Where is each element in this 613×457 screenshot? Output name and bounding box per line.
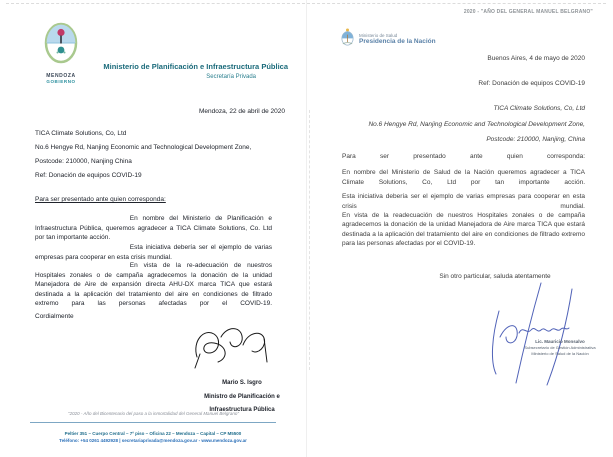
mendoza-logo-region-label: MENDOZA — [46, 73, 76, 79]
left-signer-title-1: Ministro de Planificación e — [204, 393, 280, 400]
right-paragraph-3: En vista de la readecuación de nuestros Hospitales zonales o de campaña agradecemos la donación de la unidad Manejadora de Aire marca TICA que estará destinada a la aplicación del tratamiento del aire en condiciones de filtrado extremo para las personas afectadas por el COVID-19. — [342, 212, 585, 247]
right-ministry-big-label: Presidencia de la Nación — [359, 38, 436, 45]
left-recipient-street: No.6 Hengye Rd, Nanjing Economic and Technological Development Zone, — [35, 144, 252, 151]
right-signer-title-2: Ministerio de Salud de la Nación — [531, 351, 589, 356]
left-ministry-title: Ministerio de Planificación e Infraestructura Pública — [103, 62, 288, 71]
right-year-motto: 2020 - "AÑO DEL GENERAL MANUEL BELGRANO" — [463, 9, 593, 15]
right-ministry-small-label: Ministerio de Salud — [359, 33, 398, 38]
left-paragraph-1: En nombre del Ministerio de Planificación e Infraestructura Pública, queremos agradecer a TICA Climate Solutions, Co. Ltd por tan importante acción. — [35, 215, 272, 241]
right-signature-handwritten — [478, 281, 590, 392]
right-dateline: Buenos Aires, 4 de mayo de 2020 — [487, 55, 585, 62]
left-footer-contact: Teléfono: +54 0261 4492928 | secretariaprivada@mendoza.gov.ar - www.mendoza.gov.ar — [59, 438, 247, 443]
right-closing: Sin otro particular, saluda atentamente — [439, 273, 551, 280]
left-footer-rule — [30, 422, 276, 423]
argentina-coat-of-arms-icon — [340, 27, 355, 51]
right-recipient-block — [330, 101, 585, 148]
right-reference-line: Ref: Donación de equipos COVID-19 — [478, 80, 585, 87]
left-recipient-name: TICA Climate Solutions, Co, Ltd — [35, 130, 127, 137]
left-footer-motto: "2020 - Año del Bicentenario del paso a la inmortalidad del General Manuel Belgrano" — [68, 411, 239, 416]
right-signer-block — [518, 339, 602, 357]
left-paragraph-3: En vista de la re-adecuación de nuestros Hospitales zonales o de campaña agradecemos la donación de la unidad Manejadora de Aire de expansión directa AHU-DX marca TICA que estará destinada a la aplicación del tratamiento del aire en condiciones de filtrado extremo para las personas afectadas por el COVID-19. — [35, 262, 272, 307]
left-recipient-block — [35, 127, 251, 169]
right-signer-title-1: Subsecretario de Gestión Administrativa — [524, 345, 596, 350]
mendoza-logo-org-label: GOBIERNO — [46, 79, 76, 84]
health-ministry-logo — [340, 27, 436, 51]
left-reference-line: Ref: Donación de equipos COVID-19 — [35, 172, 142, 179]
left-signature-handwritten — [188, 323, 284, 380]
mendoza-crest-icon — [44, 53, 78, 70]
left-signer-name: Mario S. Isgro — [222, 380, 262, 386]
left-dateline: Mendoza, 22 de abril de 2020 — [198, 108, 285, 115]
right-paragraph-1: En nombre del Ministerio de Salud de la Nación queremos agradecer a TICA Climate Solutions, Co, Ltd por tan importante acción. — [342, 169, 585, 186]
mendoza-government-logo — [30, 22, 92, 84]
left-footer-address: Peltier 351 – Cuerpo Central – 7º piso – Oficina 22 – Mendoza – Capital – CP M5500 — [64, 431, 242, 436]
left-ministry-subtitle: Secretaría Privada — [206, 74, 256, 80]
left-recipient-postcode: Postcode: 210000, Nanjing China — [35, 158, 132, 165]
page-edge-artifact — [309, 110, 310, 370]
right-salutation: Para ser presentado ante quien corresponda: — [342, 153, 585, 160]
right-recipient-postcode: Postcode: 210000, Nanjing, China — [486, 136, 585, 143]
left-paragraph-2: Esta iniciativa debería ser el ejemplo de varias empresas para cooperar en esta crisis mundial. — [35, 244, 272, 261]
right-recipient-street: No.6 Hengye Rd, Nanjing Economic and Technological Development Zone, — [368, 120, 585, 128]
right-recipient-name: TICA Climate Solutions, Co, Ltd — [493, 105, 585, 112]
left-closing: Cordialmente — [35, 313, 74, 320]
left-salutation: Para ser presentado ante quien corresponda: — [35, 196, 166, 203]
left-signer-title-2: Infraestructura Pública — [209, 407, 275, 413]
right-signer-name: Lic. Mauricio Monsalvo — [535, 339, 585, 344]
right-paragraph-2: Esta iniciativa debería ser el ejemplo de varias empresas para cooperar en esta crisis mundial. — [342, 193, 585, 210]
